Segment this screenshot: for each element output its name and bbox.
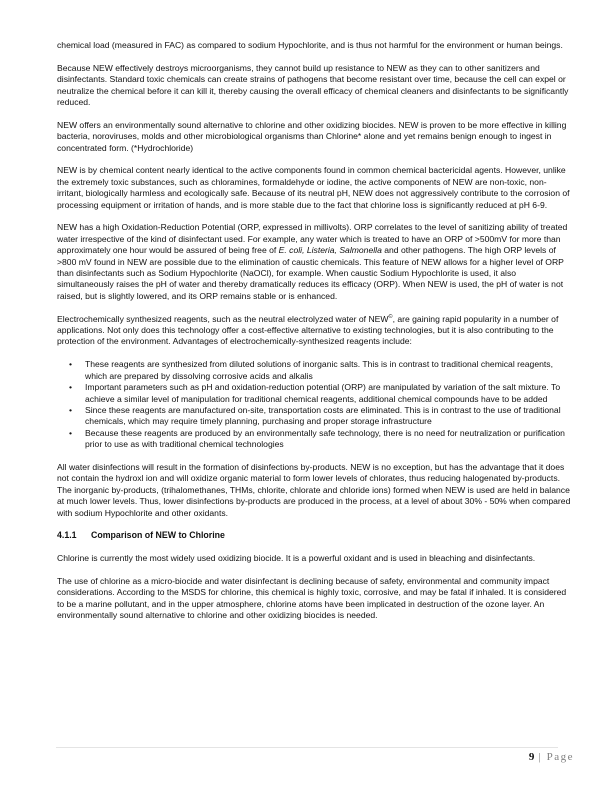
document-page xyxy=(57,40,571,633)
paragraph-chlorine-use: Chlorine is currently the most widely used oxidizing biocide. It is a powerful oxidant and is used in bleaching and disinfectants. xyxy=(57,553,536,564)
footer-divider xyxy=(56,747,558,748)
advantages-list xyxy=(57,359,571,450)
list-item-text: Important parameters such as pH and oxidation-reduction potential (ORP) are manipulated by variation of the salt mixture. To achieve a similar level of manipulation for traditional chemical reagents, additional chemical compounds have to be added xyxy=(85,382,561,404)
copyright-mark: © xyxy=(388,313,393,320)
list-item-text: These reagents are synthesized from diluted solutions of inorganic salts. This is in contrast to traditional chemical reagents, which are prepared by dissolving corrosive acids and alkalis xyxy=(85,359,553,381)
bullet-icon: • xyxy=(69,404,73,415)
page-number: 9 xyxy=(528,751,535,763)
paragraph-orp xyxy=(57,222,571,302)
pathogen-names: E. coli, Listeria, Salmonella xyxy=(278,245,382,256)
list-item xyxy=(69,359,571,382)
list-item xyxy=(69,427,571,451)
page-footer xyxy=(529,751,574,763)
paragraph-chlorine-decline: The use of chlorine as a micro-biocide and water disinfectant is declining because of safety, environmental and community impact considerations. According to the MSDS for chlorine, this chemical is highly toxic, corrosive, and may be fatal if inhaled. It is considered to be a marine pollutant, and in the upper atmosphere, chlorine atoms have been implicated in destruction of the ozone layer. An environmentally sound alternative to chlorine and other oxidizing biocides is needed. xyxy=(57,575,567,621)
paragraph-chemical-content: NEW is by chemical content nearly identical to the active components found in common chemical bactericidal agents. However, unlike the extremely toxic substances, such as chloramines, formaldehyde or iodine, the active components of NEW are non-toxic, non-irritant, biologically harmless and ecologically safe. Because of its neutral pH, NEW does not aggressively contribute to the corrosion of processing equipment or irritation of hands, and is more stable due to the fact that chlorine loss is significantly reduced at pH 6-9. xyxy=(57,165,570,210)
paragraph-resistance: Because NEW effectively destroys microorganisms, they cannot build up resistance to NEW as they can to other sanitizers and disinfectants. Standard toxic chemicals can create strains of pathogens that become resistant over time, because the cell can expel or neutralize the chemical before it can kill it, thereby causing the overall efficacy of chemical cleaners and disinfectants to be significantly reduced. xyxy=(57,62,569,108)
section-heading xyxy=(57,530,571,541)
list-item xyxy=(69,382,571,405)
list-item xyxy=(69,404,571,428)
orp-text-b: and other pathogens. The high ORP levels of >800 mV found in NEW are possible due to the elimination of caustic chemicals. This feature of NEW allows for a higher level of ORP than disinfectants such as Sodium Hypochlorite (NaOCl), for example. When caustic Sodium Hypochlorite is used, it also simultaneously raises the pH of water and thereby dramatically reduces its efficacy (ORP). When NEW is used, the pH of water is not raised, but is slightly lowered, and its ORP remains stable or is enhanced. xyxy=(57,245,564,301)
paragraph-electrochemical xyxy=(57,314,571,348)
paragraph-byproducts: All water disinfections will result in the formation of disinfections by-products. NEW is no exception, but has the advantage that it does not contain the hydroxl ion and will oxidize organic material to form lower levels of chlorates, thus reducing halogenated by-products. The inorganic by-products, (trihalomethanes, THMs, chlorite, chlorate and chloride ions) formed when NEW is used are held in balance at much lower levels. Thus, lower disinfections by-products are produced in the process, at a level of about 30% - 50% when compared with sodium Hypochlorite and other oxidants. xyxy=(57,461,571,518)
electrochemical-text-b: , are gaining rapid popularity in a number of applications. Not only does this technology offer a cost-effective alternative to existing technologies, but it is also contributing to the protection of the environment. Advantages of electrochemically-synthesized reagents include: xyxy=(57,313,559,347)
section-title: Comparison of NEW to Chlorine xyxy=(91,530,225,541)
bullet-icon: • xyxy=(69,382,73,393)
bullet-icon: • xyxy=(69,427,73,438)
paragraph-alternative: NEW offers an environmentally sound alternative to chlorine and other oxidizing biocides. NEW is proven to be more effective in killing bacteria, noroviruses, molds and other microbiological organisms than Chlorine* alone and yet remains benign enough to ingest in concentrated form. (*Hydrochloride) xyxy=(57,119,567,153)
paragraph-chemical-load: chemical load (measured in FAC) as compared to sodium Hypochlorite, and is thus not harmful for the environment or human beings. xyxy=(57,40,563,50)
orp-text-a: NEW has a high Oxidation-Reduction Potential (ORP, expressed in millivolts). ORP correlates to the level of sanitizing ability of treated water irrespective of the kind of disinfectant used. For example, any water which is treated to have an ORP of >500mV for more than approximately one hour would be assured of being free of xyxy=(57,222,568,256)
section-number: 4.1.1 xyxy=(57,530,77,541)
list-item-text: Since these reagents are manufactured on-site, transportation costs are eliminated. This is in contrast to the use of traditional chemicals, which may require timely planning, purchasing and proper storage infrastructure xyxy=(85,404,561,427)
list-item-text: Because these reagents are produced by an environmentally safe technology, there is no need for neutralization or purification prior to use as with traditional chemical technologies xyxy=(85,427,565,450)
footer-separator: | xyxy=(534,751,547,763)
page-label: Page xyxy=(546,751,574,763)
bullet-icon: • xyxy=(69,359,73,370)
electrochemical-text-a: Electrochemically synthesized reagents, such as the neutral electrolyzed water of NEW xyxy=(57,313,389,324)
